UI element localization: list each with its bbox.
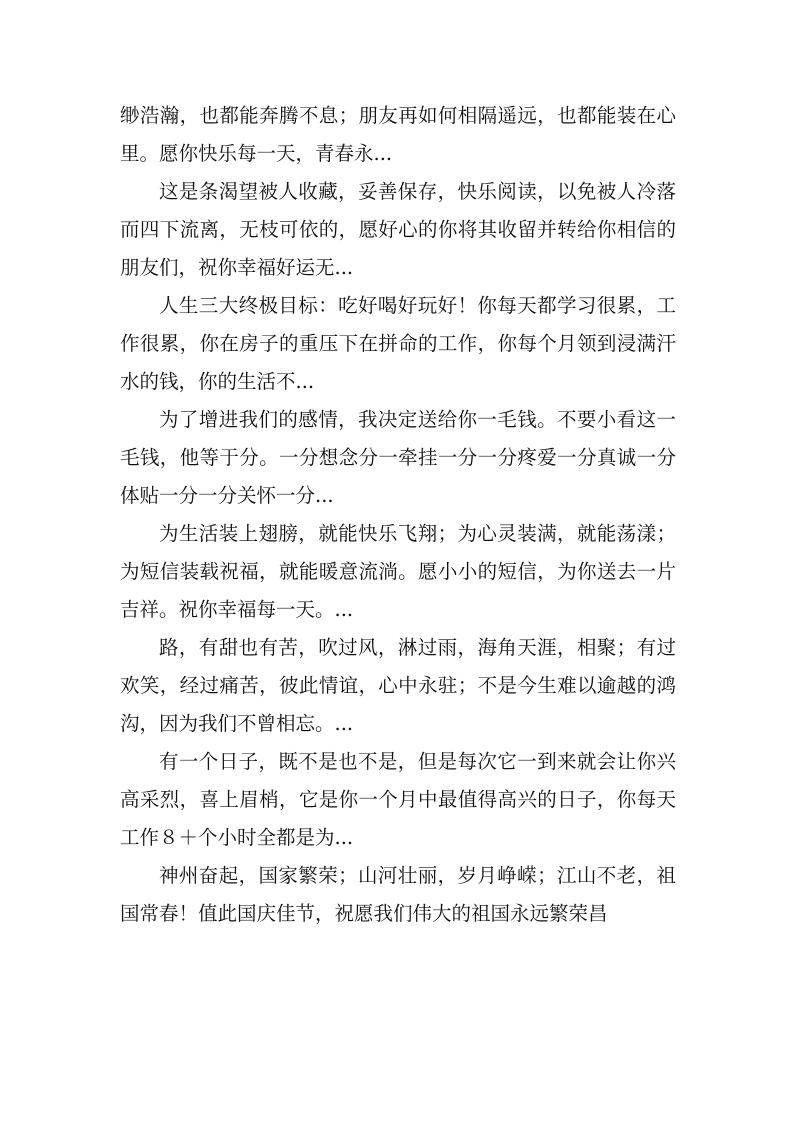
paragraph-1: 缈浩瀚，也都能奔腾不息；朋友再如何相隔遥远，也都能装在心里。愿你快乐每一天，青春永... bbox=[120, 104, 676, 165]
document-body bbox=[120, 97, 676, 933]
paragraph-3: 人生三大终极目标：吃好喝好玩好！你每天都学习很累，工作很累，你在房子的重压下在拼命的工作，你每个月领到浸满汗水的钱，你的生活不... bbox=[120, 294, 676, 393]
paragraph-2: 这是条渴望被人收藏，妥善保存，快乐阅读，以免被人冷落而四下流离，无枝可依的，愿好心的你将其收留并转给你相信的朋友们，祝你幸福好运无... bbox=[120, 180, 676, 279]
paragraph-6: 路，有甜也有苦，吹过风，淋过雨，海角天涯，相聚；有过欢笑，经过痛苦，彼此情谊，心中永驻；不是今生难以逾越的鸿沟，因为我们不曾相忘。... bbox=[120, 636, 676, 735]
paragraph-8: 神州奋起，国家繁荣；山河壮丽，岁月峥嵘；江山不老，祖国常春！值此国庆佳节，祝愿我们伟大的祖国永远繁荣昌 bbox=[120, 864, 676, 925]
paragraph-7: 有一个日子，既不是也不是，但是每次它一到来就会让你兴高采烈，喜上眉梢，它是你一个月中最值得高兴的日子，你每天工作８＋个小时全都是为... bbox=[120, 750, 676, 849]
paragraph-4: 为了增进我们的感情，我决定送给你一毛钱。不要小看这一毛钱，他等于分。一分想念分一牵挂一分一分疼爱一分真诚一分体贴一分一分关怀一分... bbox=[120, 408, 676, 507]
paragraph-5: 为生活装上翅膀，就能快乐飞翔；为心灵装满，就能荡漾；为短信装载祝福，就能暖意流淌。愿小小的短信，为你送去一片吉祥。祝你幸福每一天。... bbox=[120, 522, 676, 621]
